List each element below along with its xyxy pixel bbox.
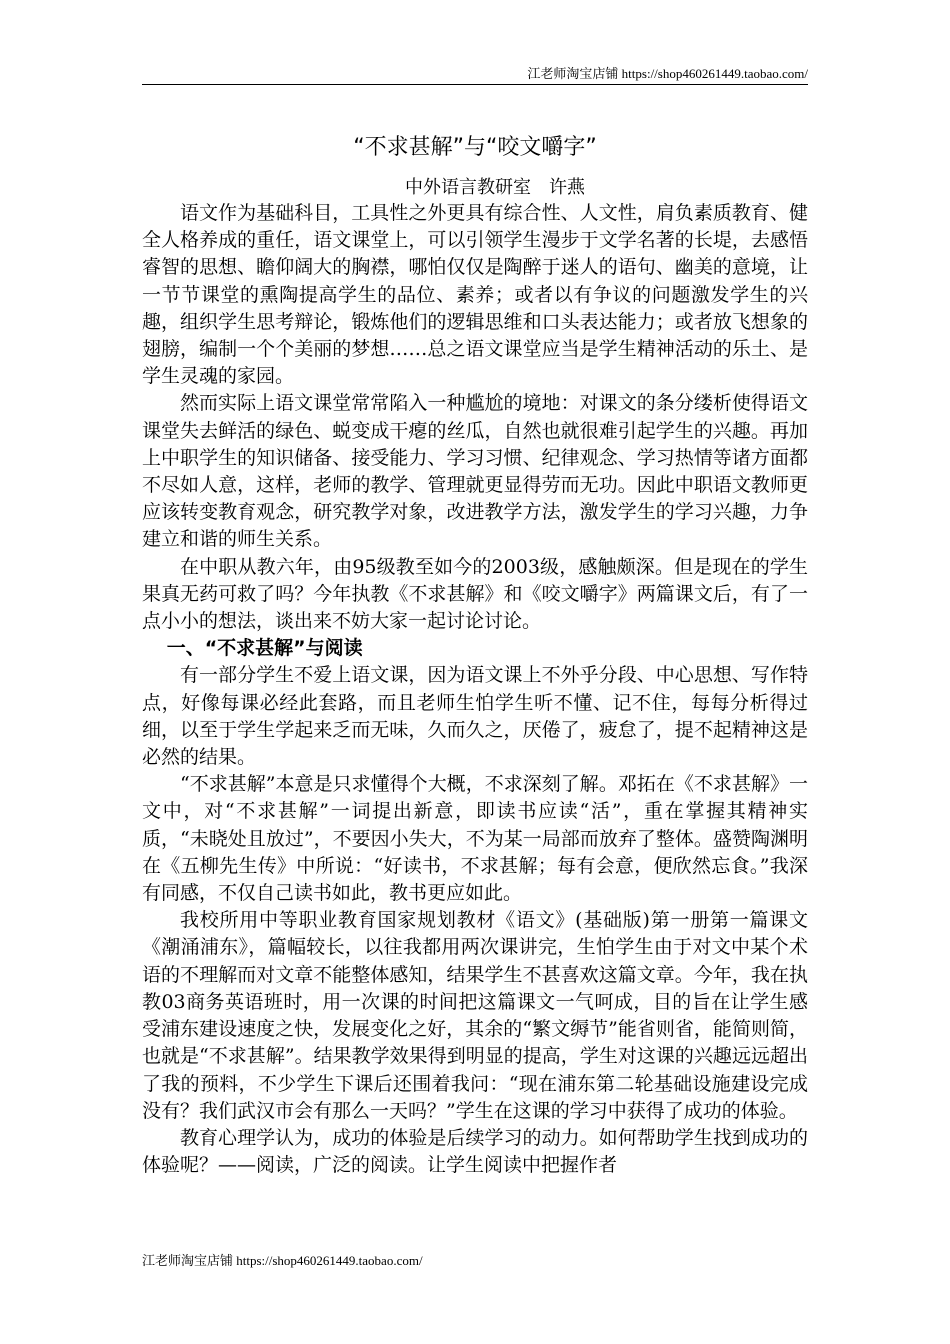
section1-paragraph-2: “不求甚解”本意是只求懂得个大概，不求深刻了解。邓拓在《不求甚解》一文中，对“不求甚解”一词提出新意，即读书应读“活”，重在掌握其精神实质，“未晓处且放过”，不要因小失大，不为某一局部而放弃了整体。盛赞陶渊明在《五柳先生传》中所说：“好读书，不求甚解；每有会意，便欣然忘食。”我深有同感，不仅自己读书如此，教书更应如此。: [142, 773, 808, 905]
header-rule: [142, 84, 808, 85]
section1-paragraph-3: 我校所用中等职业教育国家规划教材《语文》(基础版)第一册第一篇课文《潮涌浦东》，篇幅较长，以往我都用两次课讲完，生怕学生由于对文中某个术语的不理解而对文章不能整体感知，结果学生不甚喜欢这篇文章。今年，我在执教03商务英语班时，用一次课的时间把这篇课文一气呵成，目的旨在让学生感受浦东建设速度之快，发展变化之好，其余的“繁文缛节”能省则省，能简则简，也就是“不求甚解”。结果教学效果得到明显的提高，学生对这课的兴趣远远超出了我的预料，不少学生下课后还围着我问：“现在浦东第二轮基础设施建设完成没有？我们武汉市会有那么一天吗？”学生在这课的学习中获得了成功的体验。: [142, 909, 808, 1122]
author-line: 中外语言教研室 许燕: [405, 177, 585, 198]
section1-paragraph-4: 教育心理学认为，成功的体验是后续学习的动力。如何帮助学生找到成功的体验呢？——阅读，广泛的阅读。让学生阅读中把握作者: [142, 1126, 808, 1177]
document-title: “不求甚解”与“咬文嚼字”: [353, 135, 597, 160]
section1-paragraph-1: 有一部分学生不爱上语文课，因为语文课上不外乎分段、中心思想、写作特点，好像每课必经此套路，而且老师生怕学生听不懂、记不住，每每分析得过细，以至于学生学起来乏而无味，久而久之，厌倦了，疲怠了，提不起精神这是必然的结果。: [142, 664, 808, 769]
page-header: 江老师淘宝店铺 https://shop460261449.taobao.com/: [527, 66, 808, 81]
paragraph-3: 在中职从教六年，由95级教至如今的2003级，感触颇深。但是现在的学生果真无药可救了吗？今年执教《不求甚解》和《咬文嚼字》两篇课文后，有了一点小小的想法，谈出来不妨大家一起讨论讨论。: [142, 555, 808, 633]
paragraph-1: 语文作为基础科目，工具性之外更具有综合性、人文性，肩负素质教育、健全人格养成的重任，语文课堂上，可以引领学生漫步于文学名著的长堤，去感悟睿智的思想、瞻仰阔大的胸襟，哪怕仅仅是陶醉于迷人的语句、幽美的意境，让一节节课堂的熏陶提高学生的品位、素养；或者以有争议的问题激发学生的兴趣，组织学生思考辩论，锻炼他们的逻辑思维和口头表达能力；或者放飞想象的翅膀，编制一个个美丽的梦想……总之语文课堂应当是学生精神活动的乐土、是学生灵魂的家园。: [142, 202, 808, 388]
document-body: [142, 200, 808, 1179]
page-footer: 江老师淘宝店铺 https://shop460261449.taobao.com/: [142, 1253, 423, 1268]
paragraph-2: 然而实际上语文课堂常常陷入一种尴尬的境地：对课文的条分缕析使得语文课堂失去鲜活的绿色、蜕变成干瘪的丝瓜，自然也就很难引起学生的兴趣。再加上中职学生的知识储备、接受能力、学习习惯、纪律观念、学习热情等诸方面都不尽如人意，这样，老师的教学、管理就更显得劳而无功。因此中职语文教师更应该转变教育观念，研究教学对象，改进教学方法，激发学生的学习兴趣，力争建立和谐的师生关系。: [142, 392, 808, 551]
section-heading-1: 一、“不求甚解”与阅读: [166, 637, 363, 660]
